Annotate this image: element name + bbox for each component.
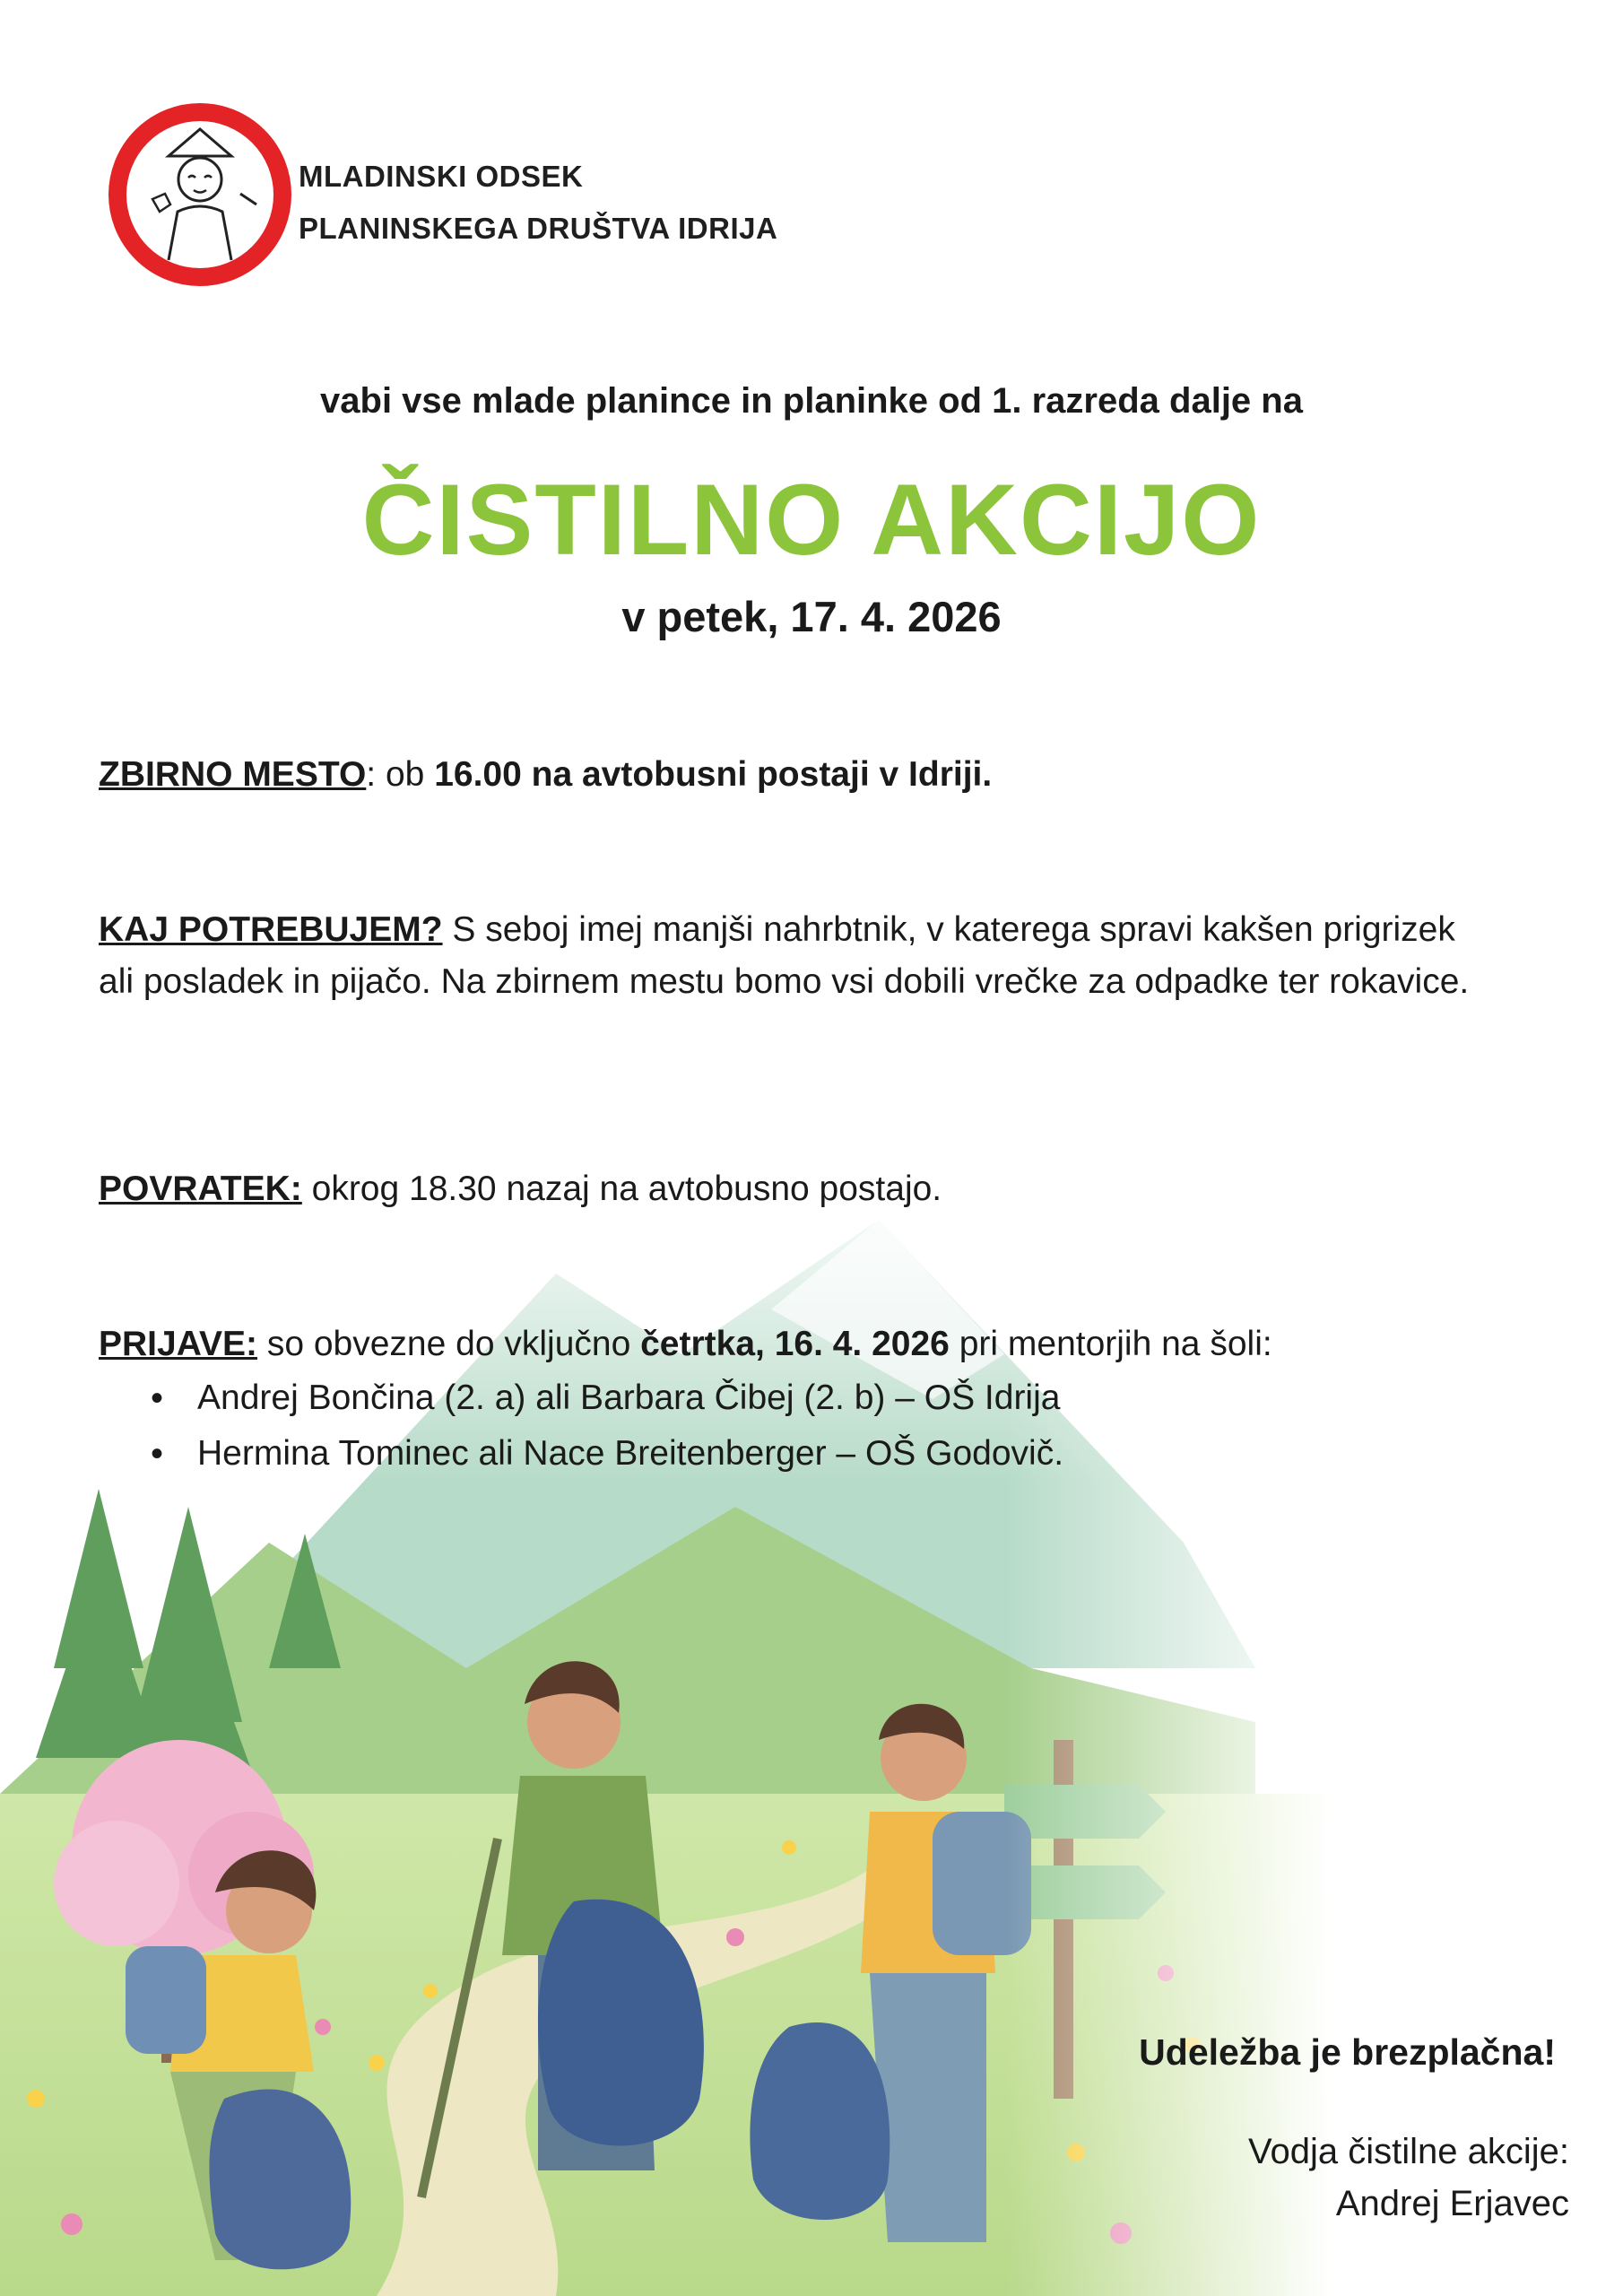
registration-text-after: pri mentorjih na šoli: bbox=[949, 1325, 1272, 1363]
mentor-list bbox=[99, 1370, 1063, 1482]
needs-label: KAJ POTREBUJEM? bbox=[99, 910, 443, 949]
invite-line: vabi vse mlade planince in planinke od 1. razreda dalje na bbox=[320, 381, 1303, 421]
club-logo bbox=[106, 100, 294, 289]
event-date: v petek, 17. 4. 2026 bbox=[621, 593, 1002, 640]
return-text: okrog 18.30 nazaj na avtobusno postajo. bbox=[301, 1170, 942, 1208]
event-title: ČISTILNO AKCIJO bbox=[361, 464, 1262, 576]
registration-paragraph bbox=[99, 1318, 1497, 1370]
list-item: • Hermina Tominec ali Nace Breitenberger – OŠ Godovič. bbox=[99, 1426, 1063, 1482]
meeting-point bbox=[99, 749, 1497, 801]
registration-label: PRIJAVE: bbox=[99, 1325, 257, 1363]
leader-title: Vodja čistilne akcije: bbox=[1248, 2132, 1569, 2171]
organization-name bbox=[299, 151, 777, 255]
meeting-value: 16.00 na avtobusni postaji v Idriji. bbox=[434, 755, 993, 794]
free-participation-note: Udeležba je brezplačna! bbox=[1139, 2031, 1556, 2073]
registration-text-before: so obvezne do vključno bbox=[257, 1325, 641, 1363]
return-paragraph bbox=[99, 1163, 1497, 1215]
organization-line-2: PLANINSKEGA DRUŠTVA IDRIJA bbox=[299, 212, 778, 245]
list-item: • Andrej Bončina (2. a) ali Barbara Čibej (2. b) – OŠ Idrija bbox=[99, 1370, 1063, 1426]
registration-deadline: četrtka, 16. 4. 2026 bbox=[640, 1325, 950, 1363]
return-label: POVRATEK: bbox=[99, 1170, 302, 1208]
organization-line-1: MLADINSKI ODSEK bbox=[299, 160, 584, 193]
meeting-sep: : ob bbox=[366, 755, 435, 794]
needs-paragraph bbox=[99, 904, 1497, 1008]
leader-block bbox=[1248, 2126, 1569, 2230]
meeting-label: ZBIRNO MESTO bbox=[99, 755, 367, 794]
leader-name: Andrej Erjavec bbox=[1335, 2184, 1569, 2223]
needs-text: S seboj imej manjši nahrbtnik, v katerega spravi kakšen prigrizek ali posladek in pijačo. Na zbirnem mestu bomo vsi dobili vrečke za odpadke ter rokavice. bbox=[99, 910, 1470, 1001]
